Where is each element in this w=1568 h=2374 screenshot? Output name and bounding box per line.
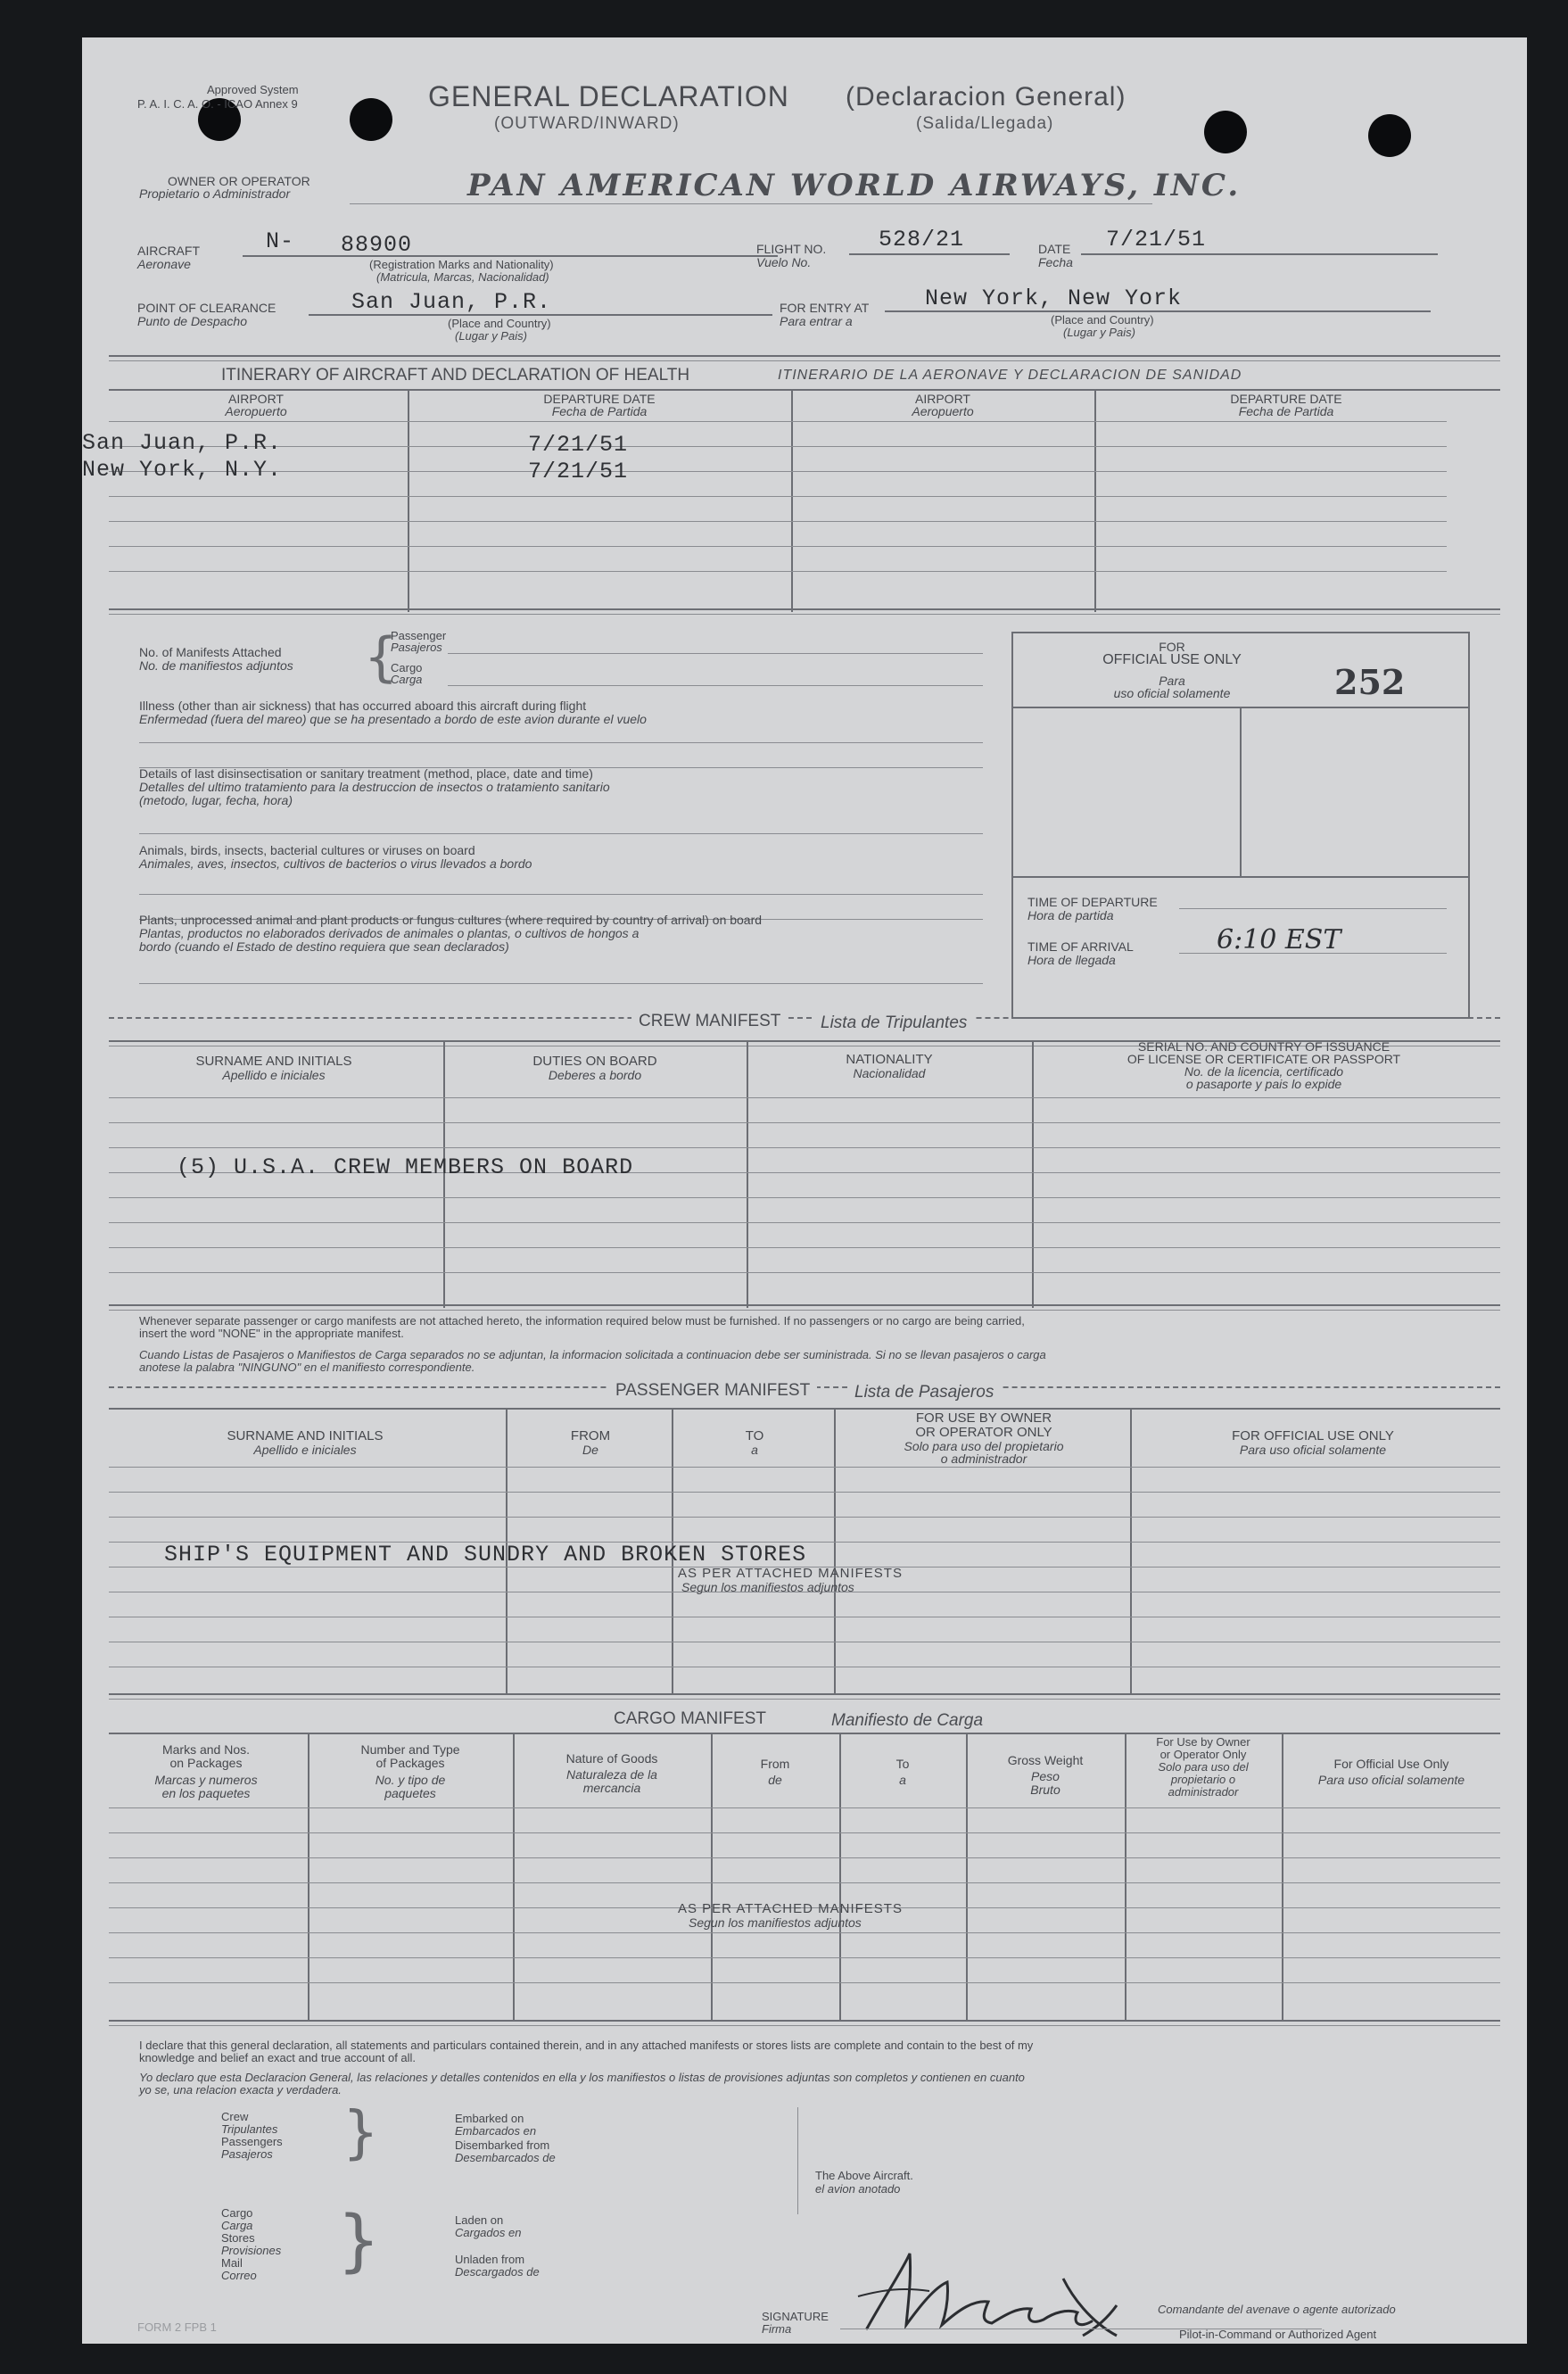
- form-subtitle: (OUTWARD/INWARD): [494, 114, 680, 133]
- flight-number: 528/21: [879, 227, 965, 252]
- notice-en: Whenever separate passenger or cargo manifests are not attached hereto, the information required below must be furnished. If no passengers or no cargo are being carried,: [139, 1314, 1025, 1328]
- crew-entry: (5) U.S.A. CREW MEMBERS ON BOARD: [177, 1154, 634, 1180]
- itin-col-departure-2: DEPARTURE DATE: [1230, 392, 1342, 406]
- decl-unladen-es: Descargados de: [455, 2265, 540, 2279]
- pax-col-from: FROM: [570, 1428, 611, 1443]
- cargo-col-from-es: de: [768, 1773, 782, 1787]
- crew-col-nationality-es: Nacionalidad: [853, 1066, 926, 1080]
- declaration-en-2: knowledge and belief an exact and true account of all.: [139, 2051, 417, 2064]
- crew-col-nationality: NATIONALITY: [846, 1052, 933, 1067]
- decl-above: The Above Aircraft.: [815, 2169, 913, 2182]
- official-number: 252: [1334, 662, 1406, 702]
- aircraft-note: (Registration Marks and Nationality): [369, 258, 554, 271]
- cargo-col-owner: For Use by Owner: [1156, 1735, 1250, 1749]
- cargo-col-owner-es-2: propietario o: [1170, 1773, 1236, 1786]
- aircraft-note-es: (Matricula, Marcas, Nacionalidad): [376, 270, 549, 284]
- aircraft-label-es: Aeronave: [137, 257, 191, 271]
- pax-col-official: FOR OFFICIAL USE ONLY: [1232, 1428, 1394, 1443]
- cargo-col-number-2: of Packages: [375, 1756, 445, 1770]
- owner-label: OWNER OR OPERATOR: [168, 174, 310, 188]
- plants-label-es: Plantas, productos no elaborados derivados de animales o plantas, o cultivos de hongos a: [139, 926, 640, 940]
- pax-col-owner-2: OR OPERATOR ONLY: [915, 1425, 1052, 1440]
- arrival-time-label: TIME OF ARRIVAL: [1027, 939, 1134, 954]
- cargo-col-weight-es-2: Bruto: [1030, 1783, 1060, 1797]
- decl-disembarked: Disembarked from: [455, 2138, 550, 2152]
- departure-time-label-es: Hora de partida: [1027, 908, 1114, 922]
- illness-label-es: Enfermedad (fuera del mareo) que se ha presentado a bordo de este avion durante el vuelo: [139, 712, 647, 726]
- owner-label-es: Propietario o Administrador: [139, 186, 291, 201]
- crew-title-es: Lista de Tripulantes: [813, 1013, 974, 1033]
- crew-col-name: SURNAME AND INITIALS: [195, 1054, 352, 1069]
- declaration-sheet: Approved System P. A. I. C. A. O. - ICAO Annex 9 GENERAL DECLARATION (Declaracion General) (OUTWARD/INWARD) (Salida/Llegada) OWNER OR OPERATOR Propietario o Administrador PAN AMERICAN WORLD AIRWAYS, INC. AIRCRAFT Aeronave N- 88900 (Registration Marks and Nationality) (Matricula, Marcas, Nacionalidad) FLIGHT NO. Vuelo No. 528/21 DATE Fecha 7/21/51 POINT OF CLEARANCE Punto de Despacho San Juan, P.R. (Place and Country) (Lugar y Pais) FOR ENTRY AT Para entrar a New York, New York (Place and Country) (Lugar y Pais) ITINERARY OF AIRCRAFT AND DECLARATION OF HEALTH ITINERARIO DE LA AERONAVE Y DECLARACION DE SANIDAD AIRPORT Aeropuerto DEPARTURE DATE Fecha de Partida AIRPORT Aeropuerto DEPARTURE DATE Fecha de Partida San Juan, P.R. 7/21/51 New York, N.Y. 7/21/51 No. of Manifests Attached No. de manifiestos adjuntos { Passenger Pasajeros Cargo Carga Illness (other than air sickness) that has occurred aboard this aircraft during flight Enfermedad (fuera del mareo) que se ha presentado a bordo de este avion durante el vuelo Details of last disinsectisation or sanitary treatment (method, place, date and time) Detalles del ultimo tratamiento para la destruccion de insectos o tratamiento sanitario (metodo, lugar, fecha, hora) Animals, birds, insects, bacterial cultures or viruses on board Animales, aves, insectos, cultivos de bacterios o virus llevados a bordo Plants, unprocessed animal and plant products or fungus cultures (where required by country of arrival) on board Plantas, productos no elaborados derivados de animales o plantas, o cultivos de hongos a bordo (cuando el Estado de destino requiera que sean declarados) FOR OFFICIAL USE ONLY Para uso oficial solamente 252 TIME OF DEPARTURE Hora de partida TIME OF ARRIVAL Hora de llegada 6:10 EST CREW MANIFEST Lista de Tripulantes SURNAME AND INITIALS Apellido e iniciales DUTIES ON BOARD Deberes a bordo NATIONALITY Nacionalidad SERIAL NO. AND COUNTRY OF ISSUANCE OF LICENSE OR CERTIFICATE OR PASSPORT No. de la licencia, certificado o pasaporte y pais lo expide (5) U.S.A. CREW MEMBERS ON BOARD Whenever separate passenger or cargo manifests are not attached hereto, the information required below must be furnished. If no passengers or no cargo are being carried, insert the word "NONE" in the appropriate manifest. Cuando Listas de Pasajeros o Manifiestos de Carga separados no se adjuntan, la informacion solicitada a continuacion debe ser suministrada. Si no se llevan pasajeros o carga anotese la palabra "NINGUNO" en el manifiesto correspondiente. PASSENGER MANIFEST Lista de Pasajeros SURNAME AND INITIALS Apellido e iniciales FROM De TO a FOR USE BY OWNER OR OPERATOR ONLY Solo para uso del propietario o administrador FOR OFFICIAL USE ONLY Para uso oficial solamente SHIP'S EQUIPMENT AND SUNDRY AND BROKEN STORES AS PER ATTACHED MANIFESTS Segun los manifiestos adjuntos CARGO MANIFEST Manifiesto de Carga Marks and Nos. on Packages Marcas y numeros en los paquetes Number and Type of Packages No. y tipo de paquetes Nature of Goods Naturaleza de la mercancia From de To a Gross Weight Peso Bruto For Use by Owner or Operator Only Solo para uso del propietario o administrador For Official Use Only Para uso oficial solamente AS PER ATTACHED MANIFESTS Segun los manifiestos adjuntos I declare that this general declaration, all statements and particulars contained therein, and in any attached manifests or stores lists are complete and contain to the best of my knowledge and belief an exact and true account of all. Yo declaro que esta Declaracion General, las relaciones y detalles contenidos en ella y los manifiestos o listas de provisiones adjuntas son completos y contienen en cuanto yo se, una relacion exacta y verdadera. Crew Tripulantes Passengers Pasajeros } Embarked on Embarcados en Disembarked from Desembarcados de Cargo Carga Stores Provisiones Mail Correo } Laden on Cargados en Unladen from Descargados de The Above Aircraft. el avion anotado SIGNATURE Firma Comandante del avenave o agente autorizado Pilot-in-Command or Authorized Agent FORM 2 FPB 1: [82, 37, 1527, 2344]
- decl-stores: Stores: [221, 2231, 255, 2245]
- itin-col-airport-2: AIRPORT: [915, 392, 970, 406]
- official-label-es-2: uso oficial solamente: [1113, 686, 1231, 700]
- crew-col-duties-es: Deberes a bordo: [548, 1068, 642, 1082]
- decl-passengers: Passengers: [221, 2135, 283, 2148]
- commander-label-2: Pilot-in-Command or Authorized Agent: [1179, 2328, 1377, 2341]
- decl-embarked-es: Embarcados en: [455, 2124, 537, 2138]
- disinsect-label-es2: (metodo, lugar, fecha, hora): [139, 793, 293, 807]
- manifest-passenger-es: Pasajeros: [391, 641, 442, 654]
- cargo-col-owner-2: or Operator Only: [1159, 1748, 1247, 1761]
- pax-col-official-es: Para uso oficial solamente: [1239, 1443, 1387, 1457]
- crew-col-serial-es-2: o pasaporte y pais lo expide: [1185, 1077, 1342, 1091]
- cargo-col-to: To: [895, 1757, 910, 1771]
- clearance-note: (Place and Country): [448, 317, 551, 330]
- cargo-col-official-es: Para uso oficial solamente: [1317, 1773, 1465, 1787]
- decl-above-es: el avion anotado: [815, 2182, 901, 2196]
- clearance-label-es: Punto de Despacho: [137, 314, 247, 328]
- crew-col-name-es: Apellido e iniciales: [222, 1068, 326, 1082]
- signature-label-es: Firma: [762, 2322, 792, 2336]
- entry-label-es: Para entrar a: [780, 314, 853, 328]
- manifest-passenger: Passenger: [391, 629, 447, 642]
- departure-time-label: TIME OF DEPARTURE: [1027, 895, 1158, 909]
- illness-label: Illness (other than air sickness) that has occurred aboard this aircraft during flight: [139, 699, 587, 713]
- cargo-attached: AS PER ATTACHED MANIFESTS: [678, 1901, 903, 1916]
- animals-label: Animals, birds, insects, bacterial cultures or viruses on board: [139, 843, 475, 857]
- official-label-es: Para: [1159, 674, 1185, 688]
- decl-crew: Crew: [221, 2110, 249, 2123]
- notice-en-2: insert the word "NONE" in the appropriate manifest.: [139, 1327, 404, 1340]
- pax-col-name: SURNAME AND INITIALS: [227, 1428, 384, 1443]
- itin-row-airport: San Juan, P.R.: [82, 430, 283, 456]
- cargo-col-owner-es: Solo para uso del: [1158, 1760, 1249, 1774]
- crew-col-duties: DUTIES ON BOARD: [532, 1054, 657, 1069]
- itin-col-airport-1: AIRPORT: [228, 392, 284, 406]
- form-title: GENERAL DECLARATION: [428, 80, 789, 112]
- commander-label: Comandante del avenave o agente autorizado: [1158, 2303, 1396, 2316]
- date-label-es: Fecha: [1038, 255, 1073, 269]
- cargo-col-nature-es: Naturaleza de la: [566, 1767, 657, 1782]
- cargo-col-number-es-2: paquetes: [384, 1786, 436, 1800]
- manifest-cargo: Cargo: [391, 661, 423, 674]
- form-subtitle-es: (Salida/Llegada): [916, 114, 1054, 133]
- itin-col-airport-2-es: Aeropuerto: [912, 404, 974, 418]
- cargo-col-owner-es-3: administrador: [1168, 1785, 1239, 1799]
- decl-disembarked-es: Desembarcados de: [455, 2151, 556, 2164]
- itin-col-airport-1-es: Aeropuerto: [225, 404, 287, 418]
- entry-note-es: (Lugar y Pais): [1063, 326, 1135, 339]
- disinsect-label: Details of last disinsectisation or sanitary treatment (method, place, date and time): [139, 766, 593, 781]
- passenger-title: PASSENGER MANIFEST: [608, 1381, 817, 1401]
- cargo-title: CARGO MANIFEST: [614, 1709, 767, 1728]
- pax-col-to: TO: [745, 1428, 764, 1443]
- arrival-time-value: 6:10 EST: [1217, 924, 1341, 955]
- itinerary-title-es: ITINERARIO DE LA AERONAVE Y DECLARACION DE SANIDAD: [778, 368, 1242, 383]
- aircraft-prefix: N-: [266, 228, 295, 254]
- itin-col-departure-2-es: Fecha de Partida: [1238, 404, 1334, 418]
- animals-label-es: Animales, aves, insectos, cultivos de bacterios o virus llevados a bordo: [139, 856, 532, 871]
- official-label-2: OFFICIAL USE ONLY: [1102, 652, 1242, 667]
- cargo-col-marks-2: on Packages: [169, 1756, 243, 1770]
- pax-attached: AS PER ATTACHED MANIFESTS: [678, 1566, 903, 1581]
- flight-label: FLIGHT NO.: [756, 242, 827, 256]
- cargo-col-weight: Gross Weight: [1007, 1753, 1084, 1767]
- decl-crew-es: Tripulantes: [221, 2122, 278, 2136]
- signature-scribble: [849, 2243, 1143, 2341]
- punch-hole: [1368, 114, 1411, 157]
- itin-col-departure-1-es: Fecha de Partida: [551, 404, 648, 418]
- disinsect-label-es: Detalles del ultimo tratamiento para la destruccion de insectos o tratamiento sanitario: [139, 780, 610, 794]
- cargo-col-nature-es-2: mercancia: [582, 1781, 641, 1795]
- itinerary-title: ITINERARY OF AIRCRAFT AND DECLARATION OF HEALTH: [221, 366, 690, 385]
- decl-embarked: Embarked on: [455, 2112, 524, 2125]
- entry-note: (Place and Country): [1051, 313, 1154, 327]
- cargo-col-official: For Official Use Only: [1333, 1757, 1449, 1771]
- flight-label-es: Vuelo No.: [756, 255, 812, 269]
- notice-es-2: anotese la palabra "NINGUNO" en el manifiesto correspondiente.: [139, 1361, 475, 1374]
- cargo-title-es: Manifiesto de Carga: [831, 1711, 984, 1730]
- decl-mail-es: Correo: [221, 2269, 257, 2282]
- cargo-col-marks: Marks and Nos.: [161, 1742, 251, 1757]
- plants-label: Plants, unprocessed animal and plant products or fungus cultures (where required by country of arrival) on board: [139, 913, 763, 927]
- decl-mail: Mail: [221, 2256, 243, 2270]
- manifests-label: No. of Manifests Attached: [139, 645, 282, 659]
- approved-system-annex: P. A. I. C. A. O. - ICAO Annex 9: [137, 97, 298, 111]
- decl-unladen: Unladen from: [455, 2253, 525, 2266]
- pax-col-to-es: a: [751, 1443, 758, 1457]
- entry-value: New York, New York: [925, 285, 1183, 311]
- entry-label: FOR ENTRY AT: [780, 301, 870, 315]
- decl-stores-es: Provisiones: [221, 2244, 282, 2257]
- clearance-label: POINT OF CLEARANCE: [137, 301, 276, 315]
- manifest-cargo-es: Carga: [391, 673, 423, 686]
- cargo-col-from: From: [760, 1757, 790, 1771]
- decl-laden-es: Cargados en: [455, 2226, 522, 2239]
- clearance-value: San Juan, P.R.: [351, 289, 552, 315]
- cargo-col-number-es: No. y tipo de: [375, 1773, 446, 1787]
- form-number: FORM 2 FPB 1: [137, 2320, 217, 2334]
- declaration-en: I declare that this general declaration, all statements and particulars contained therein, and in any attached manifests or stores lists are complete and contain to the best of my: [139, 2039, 1034, 2052]
- date-value: 7/21/51: [1106, 227, 1207, 252]
- form-title-es: (Declaracion General): [846, 82, 1126, 112]
- crew-col-serial: SERIAL NO. AND COUNTRY OF ISSUANCE: [1137, 1039, 1391, 1054]
- cargo-col-marks-es-2: en los paquetes: [161, 1786, 251, 1800]
- notice-es: Cuando Listas de Pasajeros o Manifiestos de Carga separados no se adjuntan, la informacion solicitada a continuacion debe ser suministrada. Si no se llevan pasajeros o carga: [139, 1348, 1046, 1361]
- cargo-col-to-es: a: [899, 1773, 906, 1787]
- cargo-col-number: Number and Type: [360, 1742, 460, 1757]
- date-label: DATE: [1038, 242, 1071, 256]
- aircraft-label: AIRCRAFT: [137, 244, 200, 258]
- decl-laden: Laden on: [455, 2213, 504, 2227]
- pax-col-name-es: Apellido e iniciales: [253, 1443, 357, 1457]
- aircraft-registration: 88900: [341, 232, 413, 258]
- passenger-title-es: Lista de Pasajeros: [847, 1383, 1001, 1402]
- decl-cargo-es: Carga: [221, 2219, 253, 2232]
- pax-col-owner-es-2: o administrador: [940, 1452, 1027, 1466]
- official-label: FOR: [1159, 640, 1185, 654]
- cargo-col-nature: Nature of Goods: [565, 1751, 658, 1766]
- plants-label-es2: bordo (cuando el Estado de destino requiera que sean declarados): [139, 939, 509, 954]
- punch-hole: [1204, 111, 1247, 153]
- crew-col-serial-es: No. de la licencia, certificado: [1184, 1064, 1344, 1079]
- cargo-col-marks-es: Marcas y numeros: [154, 1773, 258, 1787]
- pax-col-from-es: De: [582, 1443, 598, 1457]
- owner-value: PAN AMERICAN WORLD AIRWAYS, INC.: [467, 168, 1242, 203]
- itin-col-departure-1: DEPARTURE DATE: [543, 392, 656, 406]
- itin-row-date: 7/21/51: [528, 432, 629, 458]
- pax-entry: SHIP'S EQUIPMENT AND SUNDRY AND BROKEN STORES: [164, 1542, 807, 1568]
- crew-title: CREW MANIFEST: [631, 1012, 788, 1031]
- signature-label: SIGNATURE: [762, 2310, 829, 2323]
- decl-cargo: Cargo: [221, 2206, 253, 2220]
- crew-col-serial-2: OF LICENSE OR CERTIFICATE OR PASSPORT: [1126, 1052, 1401, 1066]
- clearance-note-es: (Lugar y Pais): [455, 329, 527, 343]
- approved-system: Approved System: [207, 83, 299, 96]
- itin-row-date: 7/21/51: [528, 459, 629, 484]
- declaration-es: Yo declaro que esta Declaracion General, las relaciones y detalles contenidos en ella y los manifiestos o listas de provisiones adjuntas son completos y contienen en cuanto: [139, 2071, 1025, 2084]
- arrival-time-label-es: Hora de llegada: [1027, 953, 1116, 967]
- manifests-label-es: No. de manifiestos adjuntos: [139, 658, 293, 673]
- pax-col-owner-es: Solo para uso del propietario: [904, 1439, 1064, 1453]
- declaration-es-2: yo se, una relacion exacta y verdadera.: [139, 2083, 342, 2097]
- itin-row-airport: New York, N.Y.: [82, 457, 283, 483]
- punch-hole: [350, 98, 392, 141]
- pax-col-owner: FOR USE BY OWNER: [915, 1410, 1052, 1426]
- cargo-attached-es: Segun los manifiestos adjuntos: [689, 1915, 862, 1930]
- decl-passengers-es: Pasajeros: [221, 2147, 273, 2161]
- cargo-col-weight-es: Peso: [1031, 1769, 1060, 1783]
- pax-attached-es: Segun los manifiestos adjuntos: [681, 1580, 854, 1594]
